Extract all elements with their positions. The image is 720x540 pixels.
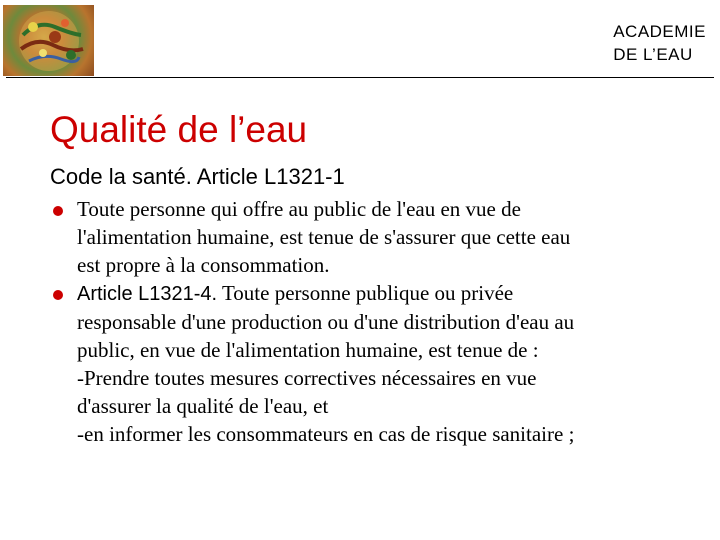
header-divider <box>6 77 714 78</box>
bullet-2-line-5: d'assurer la qualité de l'eau, et <box>77 394 329 418</box>
intro-text: Code la santé. Article L1321-1 <box>50 164 345 189</box>
bullet-dot-icon <box>53 206 63 216</box>
academy-logo-art <box>3 5 94 76</box>
bullet-item-2 <box>50 279 690 448</box>
academy-logo <box>3 5 94 76</box>
brand-line-2: DE L’EAU <box>613 45 693 64</box>
bullet-2-line-1 <box>77 279 690 308</box>
bullet-2-line-4: -Prendre toutes mesures correctives nécessaires en vue <box>77 366 537 390</box>
bullet-2-line-2: responsable d'une production ou d'une distribution d'eau au <box>77 310 575 334</box>
bullet-2-line-3: public, en vue de l'alimentation humaine, est tenue de : <box>77 338 539 362</box>
brand-line-1: ACADEMIE <box>613 22 706 41</box>
brand-name <box>613 20 706 66</box>
bullet-1-line-2: l'alimentation humaine, est tenue de s'assurer que cette eau <box>77 225 571 249</box>
bullet-1-line-3: est propre à la consommation. <box>77 253 330 277</box>
bullet-1-line-1: Toute personne qui offre au public de l'eau en vue de <box>77 197 521 221</box>
bullet-2-line-1-text: Toute personne publique ou privée <box>217 281 514 305</box>
article-reference: Article L1321-4. <box>77 283 218 305</box>
slide-title: Qualité de l’eau <box>50 109 308 150</box>
bullet-list <box>50 195 690 448</box>
bullet-item-1 <box>50 195 690 279</box>
bullet-2-line-6: -en informer les consommateurs en cas de risque sanitaire ; <box>77 422 575 446</box>
bullet-dot-icon <box>53 290 63 300</box>
